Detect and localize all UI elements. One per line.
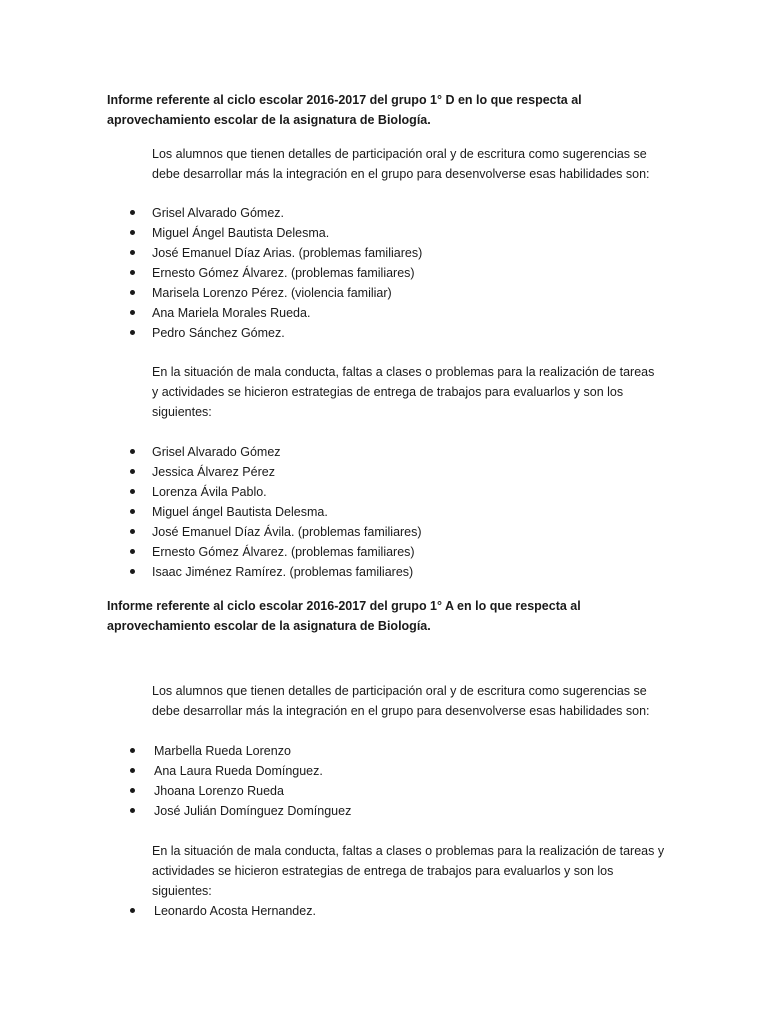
bullet-icon [130, 230, 135, 235]
list-item-text: Miguel ángel Bautista Delesma. [152, 505, 328, 519]
section2-paragraph1 [152, 681, 692, 721]
bullet-icon [130, 489, 135, 494]
section1-para2-line2: y actividades se hicieron estrategias de entrega de trabajos para evaluarlos y son los [152, 385, 624, 399]
bullet-icon [130, 250, 135, 255]
section2-heading [107, 596, 707, 636]
section1-para2-line1: En la situación de mala conducta, faltas a clases o problemas para la realización de tareas [152, 365, 655, 379]
bullet-icon [130, 310, 135, 315]
bullet-icon [130, 330, 135, 335]
section1-heading-line2: aprovechamiento escolar de la asignatura de Biología. [107, 113, 431, 127]
section2-para1-line1: Los alumnos que tienen detalles de participación oral y de escritura como sugerencias se [152, 684, 647, 698]
list-item-text: Lorenza Ávila Pablo. [152, 485, 267, 499]
bullet-icon [130, 529, 135, 534]
list-item-text: José Emanuel Díaz Arias. (problemas familiares) [152, 246, 423, 260]
section1-para1-line1: Los alumnos que tienen detalles de participación oral y de escritura como sugerencias se [152, 147, 647, 161]
section1-heading [107, 90, 707, 130]
list-item-text: José Emanuel Díaz Ávila. (problemas familiares) [152, 525, 422, 539]
list-item-text: Isaac Jiménez Ramírez. (problemas familiares) [152, 565, 414, 579]
list-item-text: Grisel Alvarado Gómez. [152, 206, 284, 220]
section2-para2-line2: actividades se hicieron estrategias de entrega de trabajos para evaluarlos y son los [152, 864, 614, 878]
bullet-icon [130, 569, 135, 574]
section1-paragraph1 [152, 144, 692, 184]
section2-para2-line1: En la situación de mala conducta, faltas a clases o problemas para la realización de tareas y [152, 844, 665, 858]
bullet-icon [130, 788, 135, 793]
bullet-icon [130, 270, 135, 275]
section2-para1-line2: debe desarrollar más la integración en el grupo para desenvolverse esas habilidades son: [152, 704, 650, 718]
section2-heading-line1: Informe referente al ciclo escolar 2016-2017 del grupo 1° A en lo que respecta al [107, 599, 581, 613]
list-item-text: Ernesto Gómez Álvarez. (problemas familiares) [152, 266, 415, 280]
bullet-icon [130, 808, 135, 813]
section2-para2-line3: siguientes: [152, 884, 212, 898]
list-item-text: Pedro Sánchez Gómez. [152, 326, 285, 340]
list-item-text: Marisela Lorenzo Pérez. (violencia familiar) [152, 286, 392, 300]
bullet-icon [130, 290, 135, 295]
list-item-text: Grisel Alvarado Gómez [152, 445, 281, 459]
bullet-icon [130, 509, 135, 514]
list-item-text: Ernesto Gómez Álvarez. (problemas familiares) [152, 545, 415, 559]
bullet-icon [130, 768, 135, 773]
bullet-icon [130, 549, 135, 554]
list-item-text: Marbella Rueda Lorenzo [154, 744, 291, 758]
section2-heading-line2: aprovechamiento escolar de la asignatura de Biología. [107, 619, 431, 633]
list-item-text: Leonardo Acosta Hernandez. [154, 904, 316, 918]
bullet-icon [130, 449, 135, 454]
section2-paragraph2 [152, 841, 712, 901]
list-item-text: Miguel Ángel Bautista Delesma. [152, 226, 330, 240]
section1-para2-line3: siguientes: [152, 405, 212, 419]
list-item-text: Jessica Álvarez Pérez [152, 465, 275, 479]
bullet-icon [130, 908, 135, 913]
list-item-text: Ana Laura Rueda Domínguez. [154, 764, 323, 778]
bullet-icon [130, 469, 135, 474]
list-item-text: Jhoana Lorenzo Rueda [154, 784, 284, 798]
bullet-icon [130, 748, 135, 753]
list-item-text: Ana Mariela Morales Rueda. [152, 306, 311, 320]
bullet-icon [130, 210, 135, 215]
section1-paragraph2 [152, 362, 692, 422]
section1-heading-line1: Informe referente al ciclo escolar 2016-2017 del grupo 1° D en lo que respecta al [107, 93, 582, 107]
list-item-text: José Julián Domínguez Domínguez [154, 804, 352, 818]
section1-para1-line2: debe desarrollar más la integración en el grupo para desenvolverse esas habilidades son: [152, 167, 650, 181]
